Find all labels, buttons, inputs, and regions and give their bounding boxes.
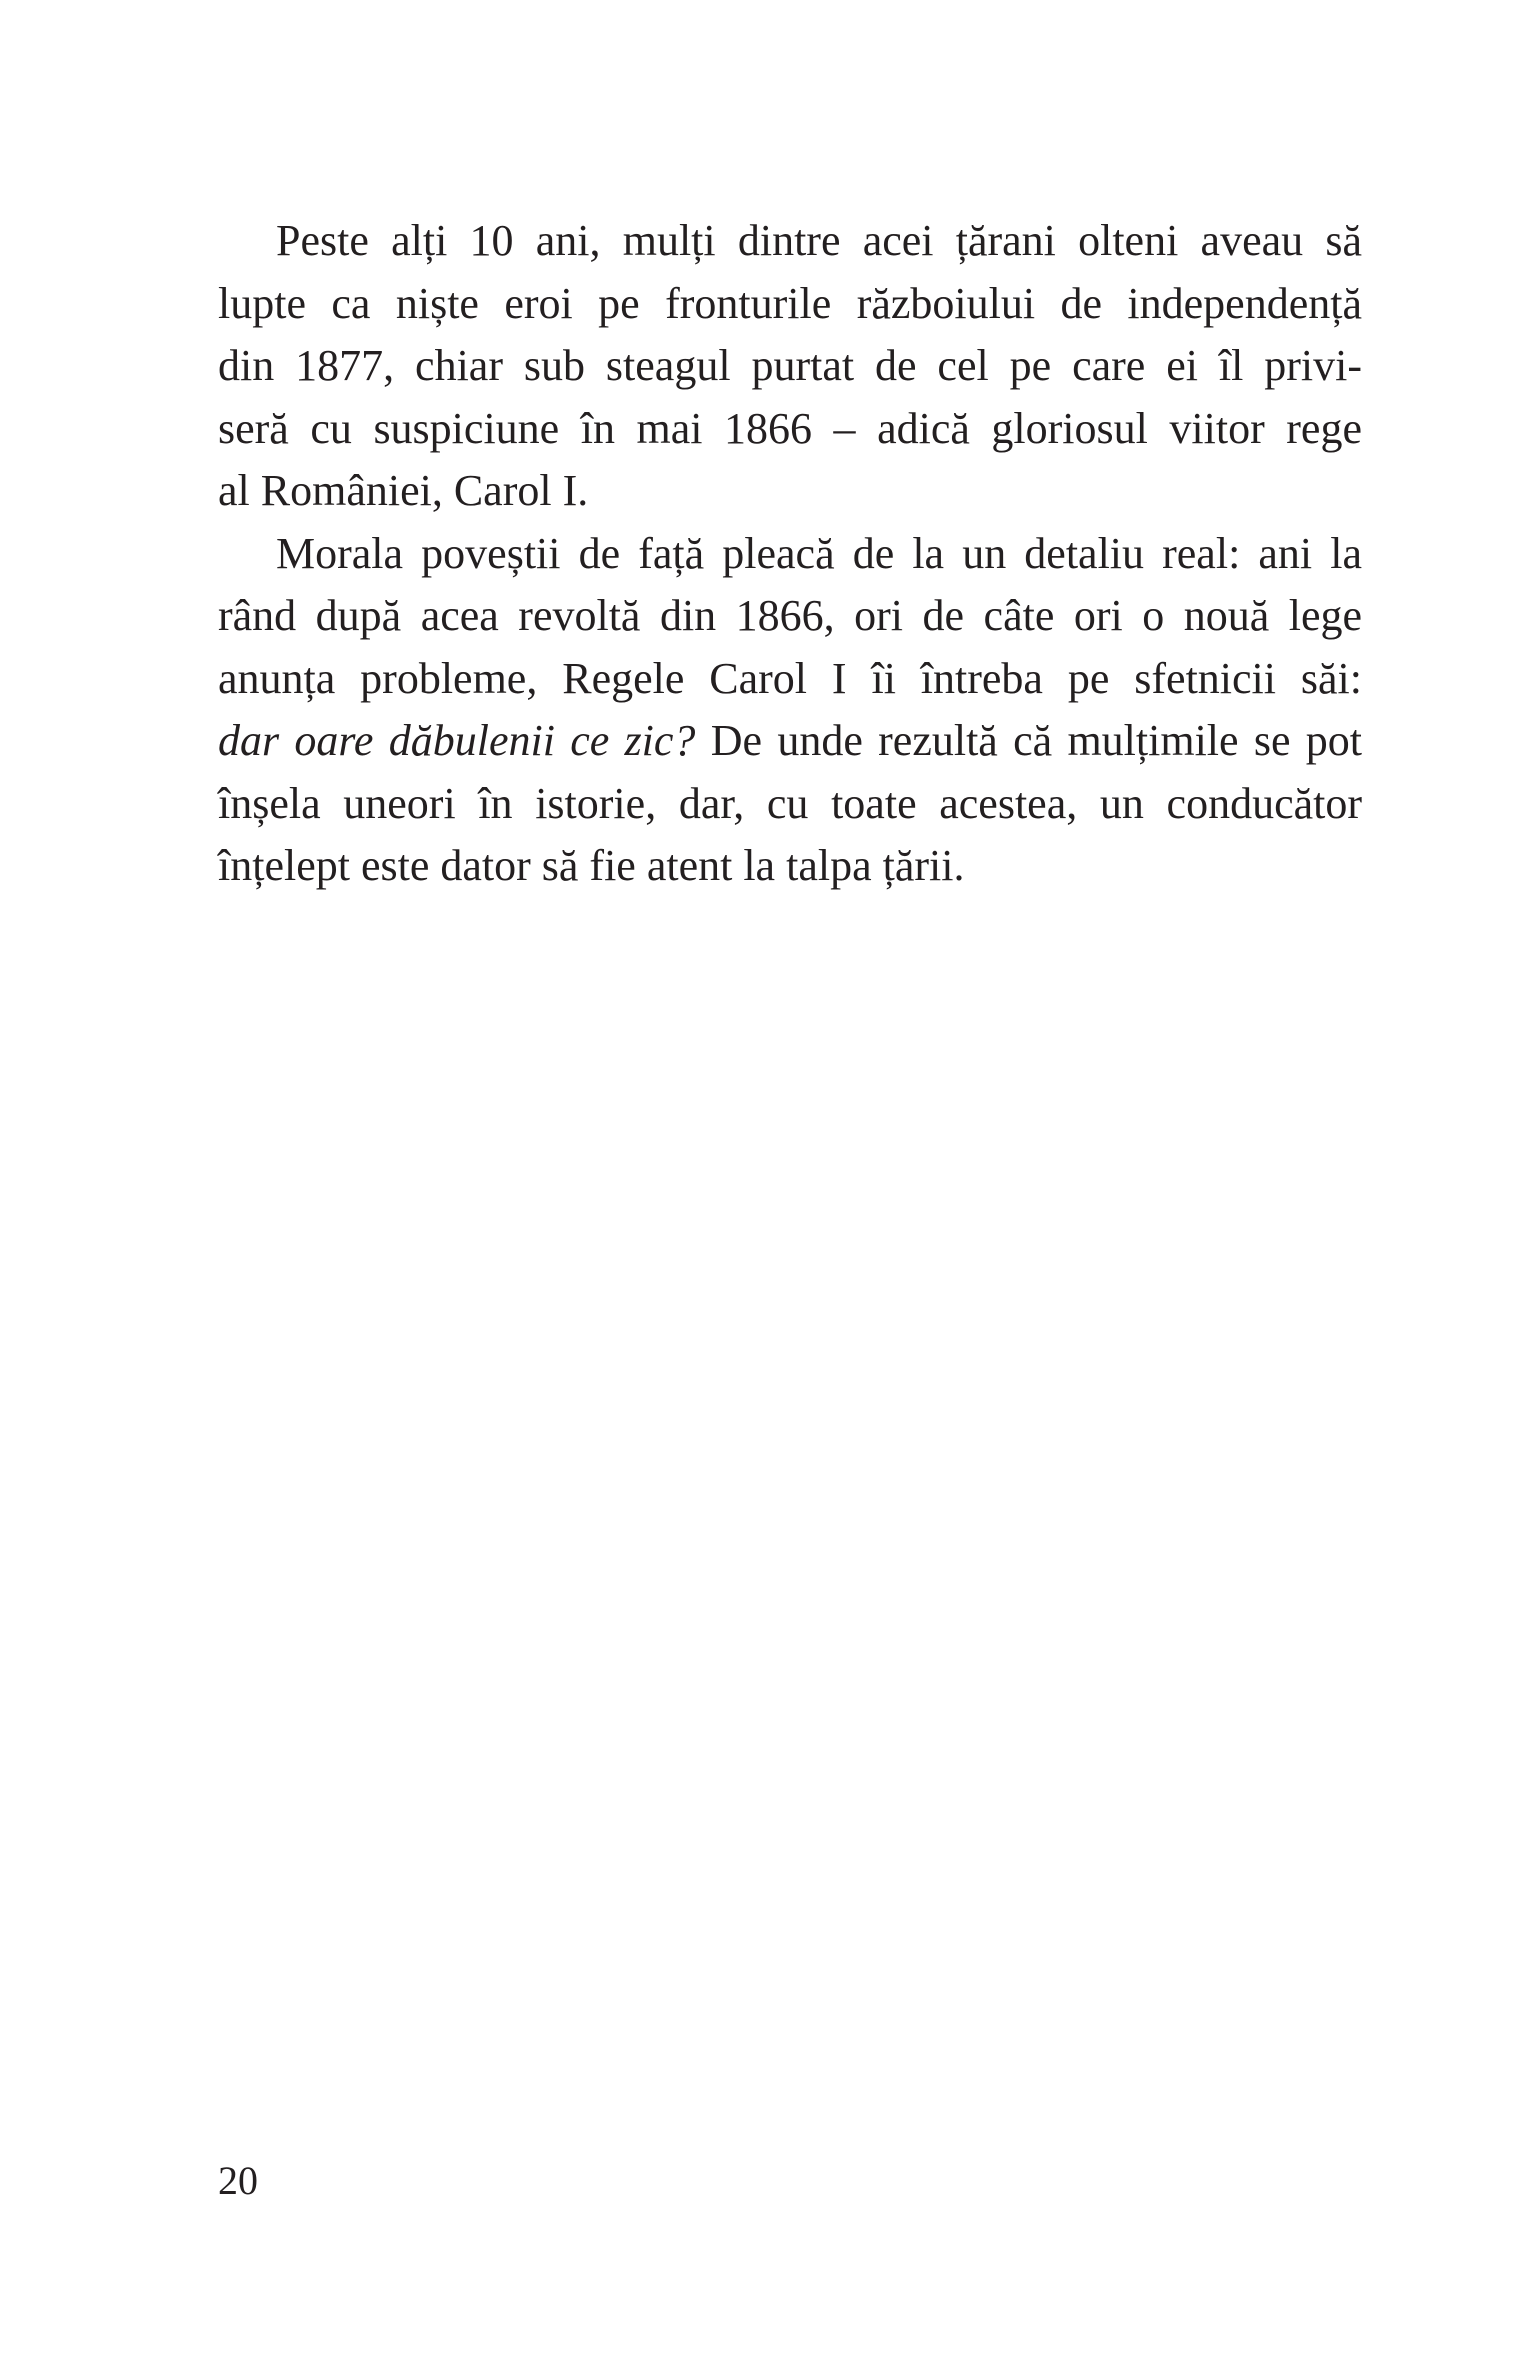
text-line: anunța probleme, Regele Carol I îi întreba pe sfetnicii săi:: [218, 653, 1362, 703]
text-line: Peste alți 10 ani, mulți dintre acei țărani olteni aveau să: [276, 216, 1362, 265]
text-line: din 1877, chiar sub steagul purtat de cel pe care ei îl privi-: [218, 341, 1362, 390]
text-line: lupte ca niște eroi pe fronturile războiului de independență: [218, 278, 1362, 328]
body-text: [218, 210, 1362, 898]
page-number: 20: [218, 2158, 258, 2203]
text-line: înșela uneori în istorie, dar, cu toate acestea, un conducător: [218, 778, 1362, 828]
text-line: înțelept este dator să fie atent la talpa țării.: [218, 841, 965, 890]
paragraph-2: [218, 523, 1362, 898]
text-line: seră cu suspiciune în mai 1866 – adică gloriosul viitor rege: [218, 403, 1362, 453]
text-fragment: De unde rezultă că mulțimile se pot: [695, 716, 1363, 765]
text-line: Morala poveștii de față pleacă de la un detaliu real: ani la: [276, 528, 1362, 578]
paragraph-1: [218, 210, 1362, 523]
text-line: rând după acea revoltă din 1866, ori de câte ori o nouă lege: [218, 591, 1362, 640]
text-line: al României, Carol I.: [218, 466, 589, 515]
text-line-with-italic: [218, 710, 1362, 773]
italic-quote: dar oare dăbulenii ce zic?: [218, 716, 696, 765]
